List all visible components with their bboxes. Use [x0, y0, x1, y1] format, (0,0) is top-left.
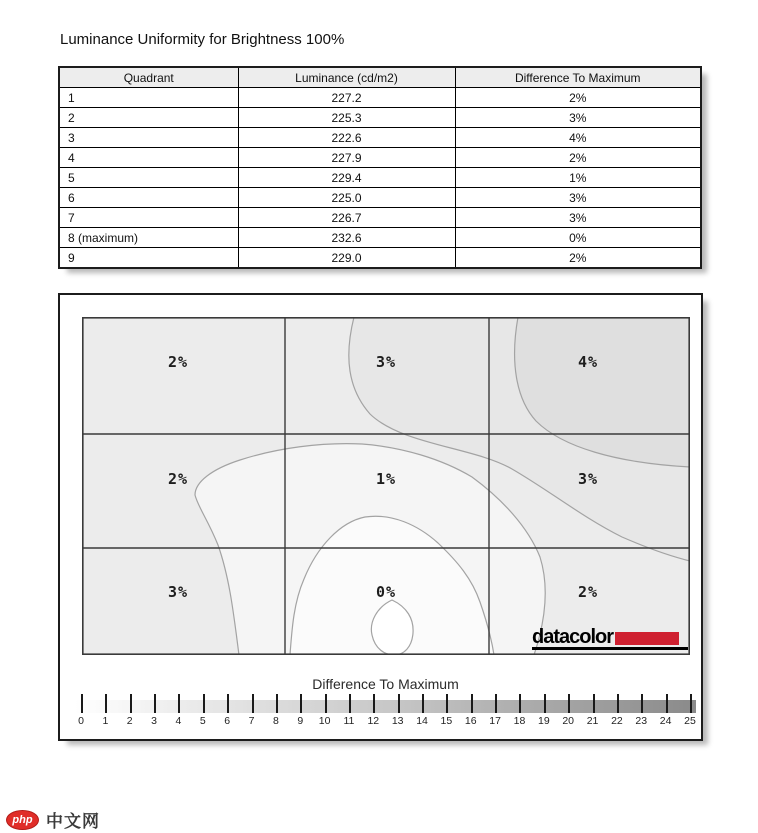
table-cell: 2 [59, 108, 238, 128]
table-cell: 1 [59, 88, 238, 108]
colorbar-tick-label: 3 [151, 715, 157, 727]
colorbar-tick-mark [471, 694, 473, 713]
table-cell: 226.7 [238, 208, 455, 228]
page-title: Luminance Uniformity for Brightness 100% [60, 31, 345, 48]
colorbar-tick-label: 1 [102, 715, 109, 727]
colorbar-tick-label: 8 [272, 715, 279, 727]
colorbar-tick-mark [519, 694, 521, 713]
php-logo-badge: php [6, 810, 39, 830]
quadrant-value-label: 2% [167, 353, 189, 371]
table-cell: 3% [455, 208, 701, 228]
colorbar-tick-mark [227, 694, 229, 713]
table-cell: 225.3 [238, 108, 455, 128]
table-cell: 4 [59, 148, 238, 168]
table-cell: 1% [455, 168, 701, 188]
colorbar-tick-mark [276, 694, 278, 713]
table-cell: 9 [59, 248, 238, 269]
colorbar-tick-label: 6 [224, 715, 231, 727]
colorbar-tick-label: 15 [440, 715, 453, 727]
colorbar-tick-mark [568, 694, 570, 713]
table-cell: 3% [455, 188, 701, 208]
table-cell: 8 (maximum) [59, 228, 238, 248]
table-cell: 2% [455, 148, 701, 168]
php-cn-watermark-text: 中文网 [46, 812, 100, 831]
colorbar-tick-label: 25 [684, 715, 696, 727]
col-header-luminance: Luminance (cd/m2) [238, 67, 455, 88]
table-row [59, 88, 701, 108]
colorbar-tick-label: 20 [562, 715, 575, 727]
colorbar-tick-label: 14 [416, 715, 428, 727]
colorbar-tick-mark [203, 694, 205, 713]
table-cell: 2% [455, 248, 701, 269]
table-cell: 229.4 [238, 168, 455, 188]
colorbar-tick-mark [398, 694, 400, 713]
table-cell: 7 [59, 208, 238, 228]
colorbar-tick-mark [105, 694, 107, 713]
uniformity-contour-panel [58, 293, 703, 741]
quadrant-value-label: 2% [167, 470, 189, 488]
table-cell: 6 [59, 188, 238, 208]
colorbar-tick-label: 22 [611, 715, 623, 727]
table-row [59, 108, 701, 128]
colorbar-tick-label: 18 [513, 715, 526, 727]
colorbar-tick-label: 21 [586, 715, 599, 727]
colorbar-gradient [75, 700, 696, 713]
table-row [59, 128, 701, 148]
table-cell: 5 [59, 168, 238, 188]
colorbar-tick-label: 0 [78, 715, 84, 727]
colorbar-tick-mark [373, 694, 375, 713]
datacolor-logo-redbar [615, 632, 679, 645]
colorbar-tick-label: 7 [248, 715, 255, 727]
colorbar-tick-mark [325, 694, 327, 713]
quadrant-value-label: 2% [577, 583, 599, 601]
colorbar-tick-mark [252, 694, 254, 713]
table-cell: 229.0 [238, 248, 455, 269]
col-header-difference: Difference To Maximum [455, 67, 701, 88]
quadrant-value-label: 3% [167, 583, 189, 601]
colorbar-tick-mark [617, 694, 619, 713]
table-cell: 227.9 [238, 148, 455, 168]
colorbar-tick-mark [300, 694, 302, 713]
quadrant-value-label: 3% [577, 470, 599, 488]
colorbar-tick-mark [544, 694, 546, 713]
colorbar-tick-mark [178, 694, 180, 713]
colorbar-tick-mark [81, 694, 83, 713]
colorbar-tick-label: 24 [659, 715, 672, 727]
colorbar-tick-label: 16 [464, 715, 477, 727]
table-cell: 232.6 [238, 228, 455, 248]
datacolor-logo-text: datacolor [532, 626, 614, 648]
quadrant-value-label: 1% [375, 470, 397, 488]
colorbar-tick-label: 19 [537, 715, 550, 727]
table-cell: 0% [455, 228, 701, 248]
colorbar-tick-mark [593, 694, 595, 713]
table-cell: 227.2 [238, 88, 455, 108]
colorbar-tick-label: 10 [318, 715, 331, 727]
colorbar-tick-mark [666, 694, 668, 713]
table-row [59, 208, 701, 228]
table-row [59, 188, 701, 208]
colorbar-tick-label: 17 [489, 715, 501, 727]
colorbar-tick-label: 9 [297, 715, 304, 727]
table-row [59, 228, 701, 248]
luminance-table [58, 66, 702, 269]
datacolor-logo [532, 628, 688, 650]
php-cn-watermark [6, 807, 100, 832]
colorbar-tick-mark [130, 694, 132, 713]
quadrant-value-label: 4% [577, 353, 599, 371]
table-header-row [59, 67, 701, 88]
quadrant-value-label: 3% [375, 353, 397, 371]
colorbar-tick-mark [422, 694, 424, 713]
colorbar-tick-label: 4 [175, 715, 182, 727]
table-cell: 3 [59, 128, 238, 148]
quadrant-value-label: 0% [375, 583, 397, 601]
colorbar-tick-mark [495, 694, 497, 713]
table-cell: 2% [455, 88, 701, 108]
colorbar-tick-label: 23 [635, 715, 648, 727]
table-cell: 3% [455, 108, 701, 128]
colorbar-tick-mark [641, 694, 643, 713]
colorbar-tick-label: 5 [199, 715, 206, 727]
table-row [59, 248, 701, 269]
table-cell: 4% [455, 128, 701, 148]
colorbar-tick-label: 2 [126, 715, 133, 727]
table-cell: 222.6 [238, 128, 455, 148]
colorbar-tick-mark [349, 694, 351, 713]
colorbar-tick-mark [154, 694, 156, 713]
colorbar-tick-label: 12 [367, 715, 380, 727]
table-row [59, 168, 701, 188]
colorbar-tick-mark [690, 694, 692, 713]
colorbar-title: Difference To Maximum [312, 676, 459, 692]
table-cell: 225.0 [238, 188, 455, 208]
table-row [59, 148, 701, 168]
colorbar-tick-label: 13 [391, 715, 404, 727]
colorbar-tick-label: 11 [343, 715, 355, 727]
colorbar-tick-mark [446, 694, 448, 713]
col-header-quadrant: Quadrant [59, 67, 238, 88]
